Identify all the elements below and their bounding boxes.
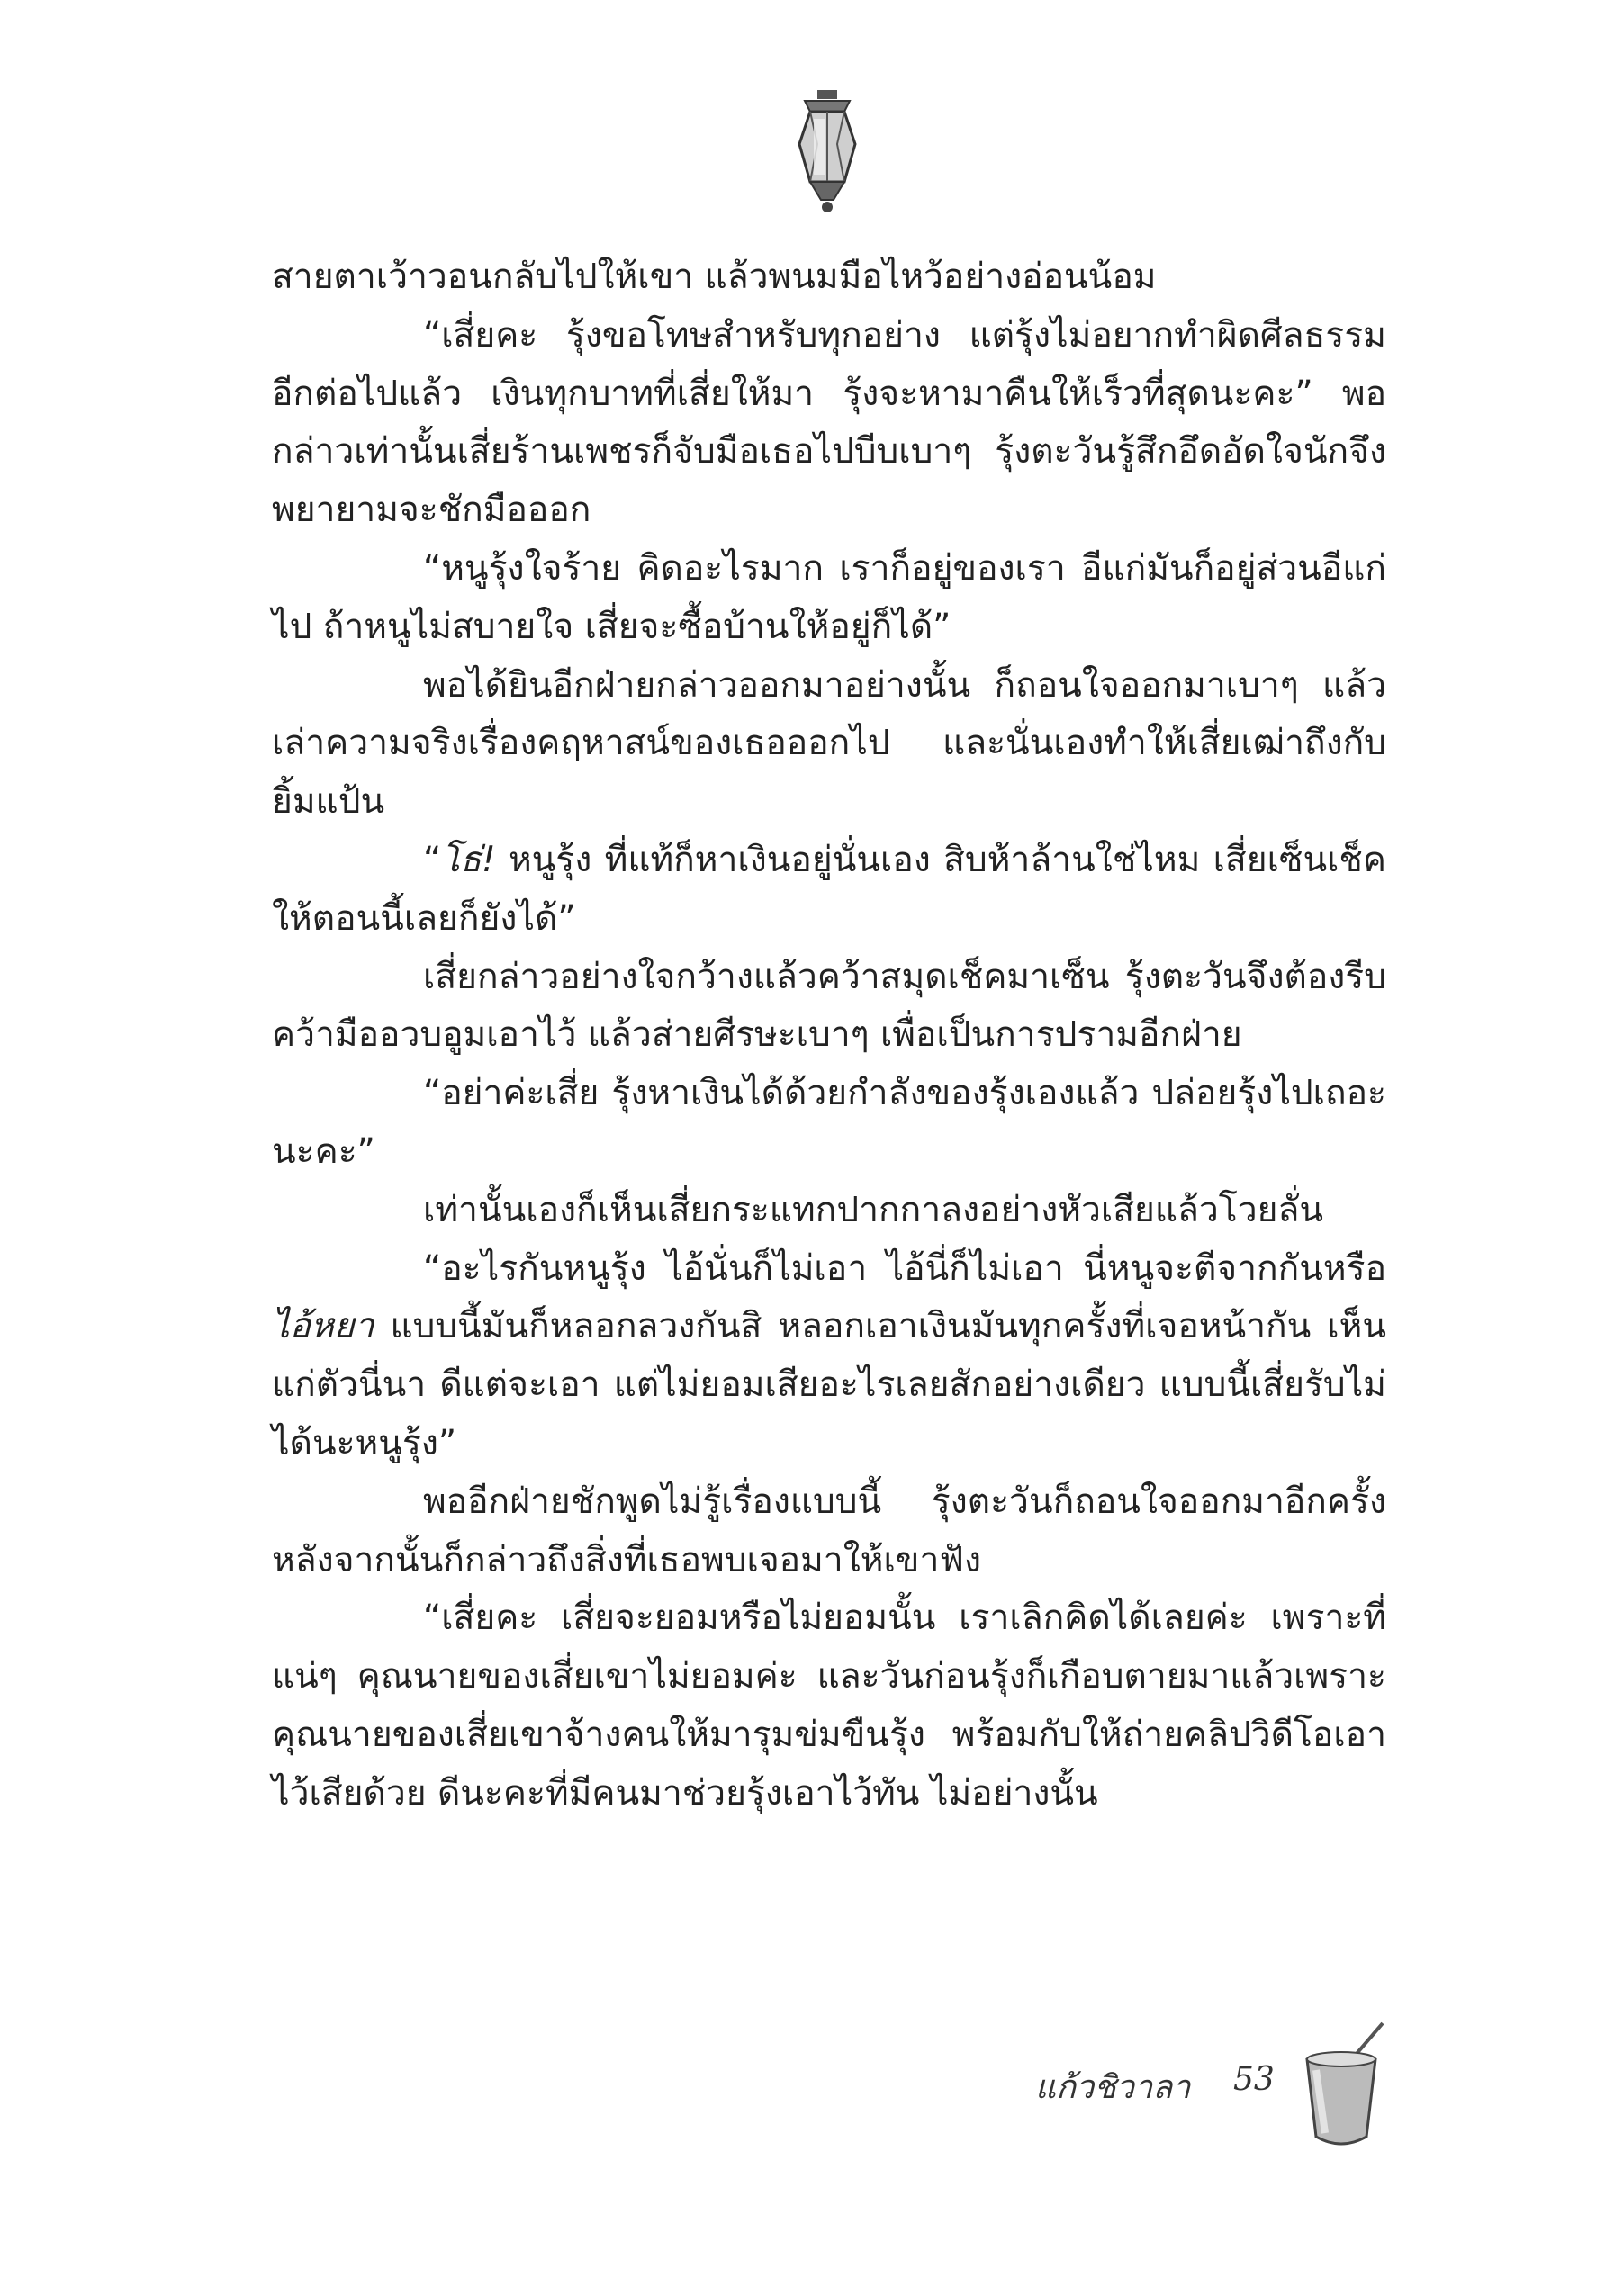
text-segment: หนูรุ้ง ที่แท้ก็หาเงินอยู่นั่นเอง สิบห้าล้านใช่ไหม เสี่ยเซ็นเช็คให้ตอนนี้เลยก็ยังได้” bbox=[272, 839, 1386, 939]
text-segment: เท่านั้นเองก็เห็นเสี่ยกระแทกปากกาลงอย่างหัวเสียแล้วโวยลั่น bbox=[423, 1189, 1324, 1230]
text-segment: แบบนี้มันก็หลอกลวงกันสิ หลอกเอาเงินมันทุกครั้งที่เจอหน้ากัน เห็นแก่ตัวนี่นา ดีแต่จะเอา แต่ไม่ยอมเสียอะไรเลยสักอย่างเดียว แบบนี้เสี่ยรับไม่ได้นะหนูรุ้ง” bbox=[272, 1306, 1386, 1463]
lantern-icon bbox=[778, 88, 877, 214]
text-segment: “ bbox=[423, 839, 442, 880]
drink-glass-icon bbox=[1296, 2020, 1386, 2155]
paragraph bbox=[272, 1589, 1386, 1823]
paragraph bbox=[272, 1182, 1386, 1240]
text-segment: พอได้ยินอีกฝ่ายกล่าวออกมาอย่างนั้น ก็ถอนใจออกมาเบาๆ แล้วเล่าความจริงเรื่องคฤหาสน์ของเธอออกไป และนั่นเองทำให้เสี่ยเฒ่าถึงกับยิ้มแป้น bbox=[272, 664, 1386, 823]
text-segment: เสี่ยกล่าวอย่างใจกว้างแล้วคว้าสมุดเช็คมาเซ็น รุ้งตะวันจึงต้องรีบคว้ามืออวบอูมเอาไว้ แล้วส่ายศีรษะเบาๆ เพื่อเป็นการปรามอีกฝ่าย bbox=[272, 956, 1386, 1056]
emphasis-text: ไอ้หยา bbox=[272, 1306, 374, 1347]
text-segment: “หนูรุ้งใจร้าย คิดอะไรมาก เราก็อยู่ของเรา อีแก่มันก็อยู่ส่วนอีแก่ไป ถ้าหนูไม่สบายใจ เสี่ยจะซื้อบ้านให้อยู่ก็ได้” bbox=[272, 547, 1386, 647]
emphasis-text: โธ่! bbox=[441, 839, 496, 880]
paragraph bbox=[272, 832, 1386, 949]
paragraph bbox=[272, 1065, 1386, 1182]
page-number: 53 bbox=[1233, 2061, 1275, 2098]
body-text bbox=[272, 248, 1386, 1823]
text-segment: “เสี่ยคะ รุ้งขอโทษสำหรับทุกอย่าง แต่รุ้งไม่อยากทำผิดศีลธรรมอีกต่อไปแล้ว เงินทุกบาทที่เสี่ยให้มา รุ้งจะหามาคืนให้เร็วที่สุดนะคะ” พอกล่าวเท่านั้นเสี่ยร้านเพชรก็จับมือเธอไปบีบเบาๆ รุ้งตะวันรู้สึกอึดอัดใจนักจึงพยายามจะชักมือออก bbox=[272, 314, 1386, 531]
text-segment: “อย่าค่ะเสี่ย รุ้งหาเงินได้ด้วยกำลังของรุ้งเองแล้ว ปล่อยรุ้งไปเถอะนะคะ” bbox=[272, 1073, 1386, 1172]
paragraph bbox=[272, 248, 1386, 307]
text-segment: สายตาเว้าวอนกลับไปให้เขา แล้วพนมมือไหว้อย่างอ่อนน้อม bbox=[272, 257, 1157, 297]
paragraph bbox=[272, 540, 1386, 657]
book-title: แก้วชิวาลา bbox=[1035, 2069, 1191, 2106]
paragraph bbox=[272, 307, 1386, 540]
text-segment: พออีกฝ่ายชักพูดไม่รู้เรื่องแบบนี้ รุ้งตะวันก็ถอนใจออกมาอีกครั้ง หลังจากนั้นก็กล่าวถึงสิ่งที่เธอพบเจอมาให้เขาฟัง bbox=[272, 1481, 1386, 1580]
paragraph bbox=[272, 657, 1386, 832]
paragraph bbox=[272, 949, 1386, 1066]
text-segment: “เสี่ยคะ เสี่ยจะยอมหรือไม่ยอมนั้น เราเลิกคิดได้เลยค่ะ เพราะที่แน่ๆ คุณนายของเสี่ยเขาไม่ยอมค่ะ และวันก่อนรุ้งก็เกือบตายมาแล้วเพราะคุณนายของเสี่ยเขาจ้างคนให้มารุมข่มขืนรุ้ง พร้อมกับให้ถ่ายคลิปวิดีโอเอาไว้เสียด้วย ดีนะคะที่มีคนมาช่วยรุ้งเอาไว้ทัน ไม่อย่างนั้น bbox=[272, 1598, 1386, 1814]
text-segment: “อะไรกันหนูรุ้ง ไอ้นั่นก็ไม่เอา ไอ้นี่ก็ไม่เอา นี่หนูจะตีจากกันหรือ bbox=[423, 1247, 1386, 1289]
paragraph bbox=[272, 1473, 1386, 1590]
paragraph bbox=[272, 1240, 1386, 1473]
